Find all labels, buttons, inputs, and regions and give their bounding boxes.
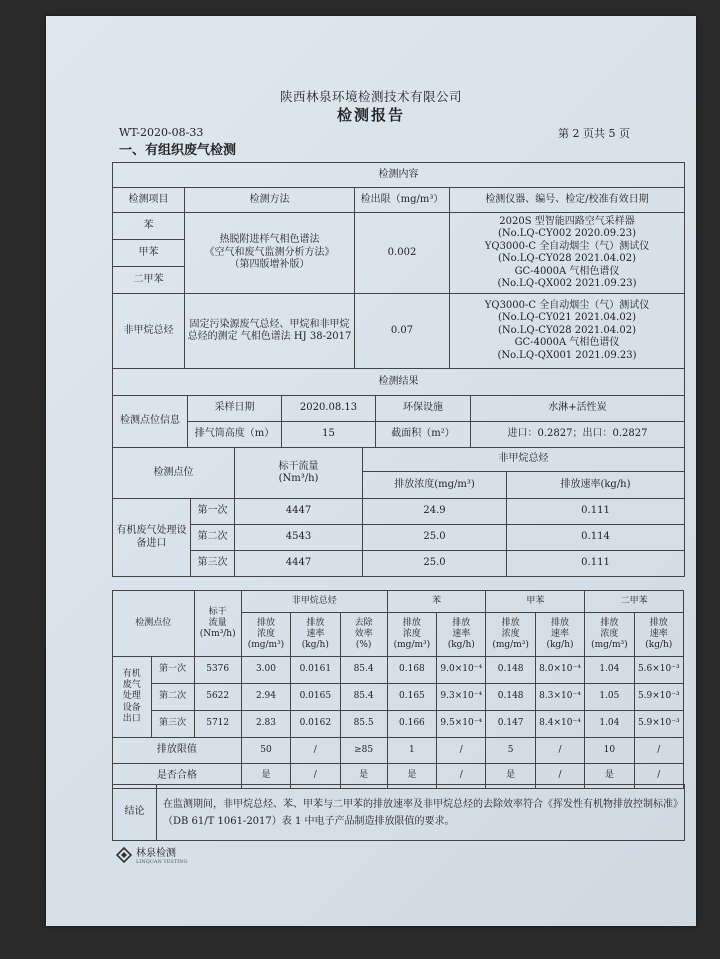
- point-info-label: 检测点位信息: [113, 396, 188, 448]
- pass-value: /: [535, 764, 584, 789]
- section-heading: 一、有组织废气检测: [119, 143, 237, 158]
- col-conc: 排放 浓度 (mg/m³): [486, 613, 535, 657]
- inlet-conc-label: 排放浓度(mg/m³): [363, 472, 507, 499]
- inlet-conc: 25.0: [363, 551, 507, 577]
- item-toluene: 甲苯: [113, 240, 185, 267]
- benzene-rate: 9.0×10⁻⁴: [437, 657, 486, 684]
- nmhc-conc: 2.94: [241, 684, 290, 711]
- logo-text: 林泉检测: [136, 848, 176, 859]
- pass-value: /: [634, 764, 683, 789]
- logo-icon: [116, 847, 132, 863]
- benzene-conc: 0.166: [387, 711, 436, 738]
- method-2: 固定污染源废气总烃、甲烷和非甲烷总烃的测定 气相色谱法 HJ 38-2017: [185, 294, 355, 369]
- page-number: 第 2 页共 5 页: [558, 127, 630, 140]
- inlet-conc: 25.0: [363, 525, 507, 551]
- company-name: 陕西林泉环境检测技术有限公司: [279, 89, 462, 104]
- inlet-rate: 0.111: [507, 551, 685, 577]
- pass-value: 是: [585, 764, 634, 789]
- stack-height-label: 排气筒高度（m）: [188, 422, 282, 448]
- conclusion-label: 结论: [113, 785, 157, 841]
- inlet-flow-label: 标干流量 (Nm³/h): [235, 448, 363, 499]
- header-limit: 检出限（mg/m³）: [355, 188, 450, 213]
- report-page: [46, 16, 696, 926]
- outlet-run: 第一次: [151, 657, 194, 684]
- limit-value: /: [291, 738, 340, 764]
- document-number: WT-2020-08-33: [119, 126, 204, 139]
- nmhc-rate: 0.0165: [291, 684, 340, 711]
- limit-value: /: [634, 738, 683, 764]
- col-rate: 排放 速率 (kg/h): [634, 613, 683, 657]
- benzene-rate: 9.3×10⁻⁴: [437, 684, 486, 711]
- outlet-flow-label: 标干 流量 (Nm³/h): [194, 591, 241, 657]
- outlet-group-toluene: 甲苯: [486, 591, 585, 613]
- inlet-group-label: 非甲烷总烃: [363, 448, 685, 472]
- outlet-run: 第三次: [151, 711, 194, 738]
- results-info-table: [112, 368, 685, 448]
- xylene-rate: 5.9×10⁻³: [634, 684, 683, 711]
- sample-date-label: 采样日期: [188, 396, 282, 422]
- col-conc: 排放 浓度 (mg/m³): [387, 613, 436, 657]
- item-xylene: 二甲苯: [113, 267, 185, 294]
- inlet-point-label: 检测点位: [113, 448, 235, 499]
- benzene-conc: 0.168: [387, 657, 436, 684]
- sample-date: 2020.08.13: [282, 396, 376, 422]
- inlet-table: [112, 447, 685, 577]
- facility-label: 环保设施: [376, 396, 471, 422]
- pass-value: 是: [241, 764, 290, 789]
- limit-value: 5: [486, 738, 535, 764]
- outlet-location: 有机 废气 处理 设备 出口: [113, 657, 152, 738]
- facility-value: 水淋+活性炭: [471, 396, 685, 422]
- conclusion-text: 在监测期间，非甲烷总烃、苯、甲苯与二甲苯的排放速率及非甲烷总烃的去除效率符合《挥发性有机物排放控制标准》（DB 61/T 1061-2017）表 1 中电子产品制造排放限值的要求。: [157, 785, 685, 841]
- nmhc-rate: 0.0162: [291, 711, 340, 738]
- inlet-conc: 24.9: [363, 499, 507, 525]
- toluene-rate: 8.3×10⁻⁴: [535, 684, 584, 711]
- nmhc-conc: 3.00: [241, 657, 290, 684]
- toluene-rate: 8.4×10⁻⁴: [535, 711, 584, 738]
- outlet-point-label: 检测点位: [113, 591, 195, 657]
- detection-limit-1: 0.002: [355, 213, 450, 294]
- pass-value: /: [437, 764, 486, 789]
- inlet-rate-label: 排放速率(kg/h): [507, 472, 685, 499]
- limit-value: 1: [387, 738, 436, 764]
- conclusion-table: [112, 784, 685, 841]
- limit-value: /: [535, 738, 584, 764]
- section-area: 进口：0.2827；出口：0.2827: [471, 422, 685, 448]
- header-method: 检测方法: [185, 188, 355, 213]
- detection-limit-2: 0.07: [355, 294, 450, 369]
- benzene-rate: 9.5×10⁻⁴: [437, 711, 486, 738]
- toluene-conc: 0.148: [486, 684, 535, 711]
- inlet-flow: 4543: [235, 525, 363, 551]
- col-rate: 排放 速率 (kg/h): [437, 613, 486, 657]
- benzene-conc: 0.165: [387, 684, 436, 711]
- outlet-group-nmhc: 非甲烷总烃: [241, 591, 387, 613]
- inlet-location: 有机废气处理设备进口: [113, 499, 191, 577]
- item-nmhc: 非甲烷总烃: [113, 294, 185, 369]
- nmhc-rate: 0.0161: [291, 657, 340, 684]
- limit-label: 排放限值: [113, 738, 242, 764]
- pass-value: 是: [387, 764, 436, 789]
- company-logo: [116, 844, 188, 865]
- stack-height: 15: [282, 422, 376, 448]
- col-efficiency: 去除 效率 (%): [340, 613, 387, 657]
- xylene-conc: 1.05: [585, 684, 634, 711]
- xylene-rate: 5.9×10⁻³: [634, 711, 683, 738]
- toluene-rate: 8.0×10⁻⁴: [535, 657, 584, 684]
- nmhc-efficiency: 85.5: [340, 711, 387, 738]
- col-rate: 排放 速率 (kg/h): [535, 613, 584, 657]
- inlet-rate: 0.111: [507, 499, 685, 525]
- instrument-1: 2020S 型智能四路空气采样器 (No.LQ-CY002 2020.09.23) YQ3000-C 全自动烟尘（气）测试仪 (No.LQ-CY028 2021.04.02) GC-4000A 气相色谱仪 (No.LQ-QX002 2021.09.23): [450, 213, 685, 294]
- report-title: 检测报告: [336, 106, 405, 124]
- content-table: [112, 162, 685, 369]
- pass-value: 是: [486, 764, 535, 789]
- col-conc: 排放 浓度 (mg/m³): [241, 613, 290, 657]
- col-conc: 排放 浓度 (mg/m³): [585, 613, 634, 657]
- outlet-flow: 5376: [194, 657, 241, 684]
- limit-value: /: [437, 738, 486, 764]
- outlet-flow: 5712: [194, 711, 241, 738]
- results-title: 检测结果: [113, 369, 685, 396]
- nmhc-efficiency: 85.4: [340, 657, 387, 684]
- xylene-conc: 1.04: [585, 711, 634, 738]
- pass-value: 是: [340, 764, 387, 789]
- limit-value: 10: [585, 738, 634, 764]
- inlet-run: 第一次: [191, 499, 235, 525]
- xylene-conc: 1.04: [585, 657, 634, 684]
- header-instrument: 检测仪器、编号、检定/校准有效日期: [450, 188, 685, 213]
- inlet-run: 第二次: [191, 525, 235, 551]
- nmhc-efficiency: 85.4: [340, 684, 387, 711]
- inlet-run: 第三次: [191, 551, 235, 577]
- header-item: 检测项目: [113, 188, 185, 213]
- inlet-flow: 4447: [235, 551, 363, 577]
- toluene-conc: 0.148: [486, 657, 535, 684]
- col-rate: 排放 速率 (kg/h): [291, 613, 340, 657]
- toluene-conc: 0.147: [486, 711, 535, 738]
- instrument-2: YQ3000-C 全自动烟尘（气）测试仪 (No.LQ-CY021 2021.04.02) (No.LQ-CY028 2021.04.02) GC-4000A 气相色谱仪 (No.LQ-QX001 2021.09.23): [450, 294, 685, 369]
- inlet-rate: 0.114: [507, 525, 685, 551]
- inlet-flow: 4447: [235, 499, 363, 525]
- outlet-group-xylene: 二甲苯: [585, 591, 684, 613]
- content-title: 检测内容: [113, 163, 685, 188]
- item-benzene: 苯: [113, 213, 185, 240]
- pass-value: /: [291, 764, 340, 789]
- outlet-group-benzene: 苯: [387, 591, 486, 613]
- outlet-table: [112, 590, 684, 789]
- method-1: 热脱附进样气相色谱法 《空气和废气监测分析方法》 （第四版增补版）: [185, 213, 355, 294]
- pass-label: 是否合格: [113, 764, 242, 789]
- limit-value: ≥85: [340, 738, 387, 764]
- outlet-run: 第二次: [151, 684, 194, 711]
- logo-subtext: LINQUAN TESTING: [136, 859, 188, 865]
- outlet-flow: 5622: [194, 684, 241, 711]
- section-area-label: 截面积（m²）: [376, 422, 471, 448]
- nmhc-conc: 2.83: [241, 711, 290, 738]
- limit-value: 50: [241, 738, 290, 764]
- xylene-rate: 5.6×10⁻³: [634, 657, 683, 684]
